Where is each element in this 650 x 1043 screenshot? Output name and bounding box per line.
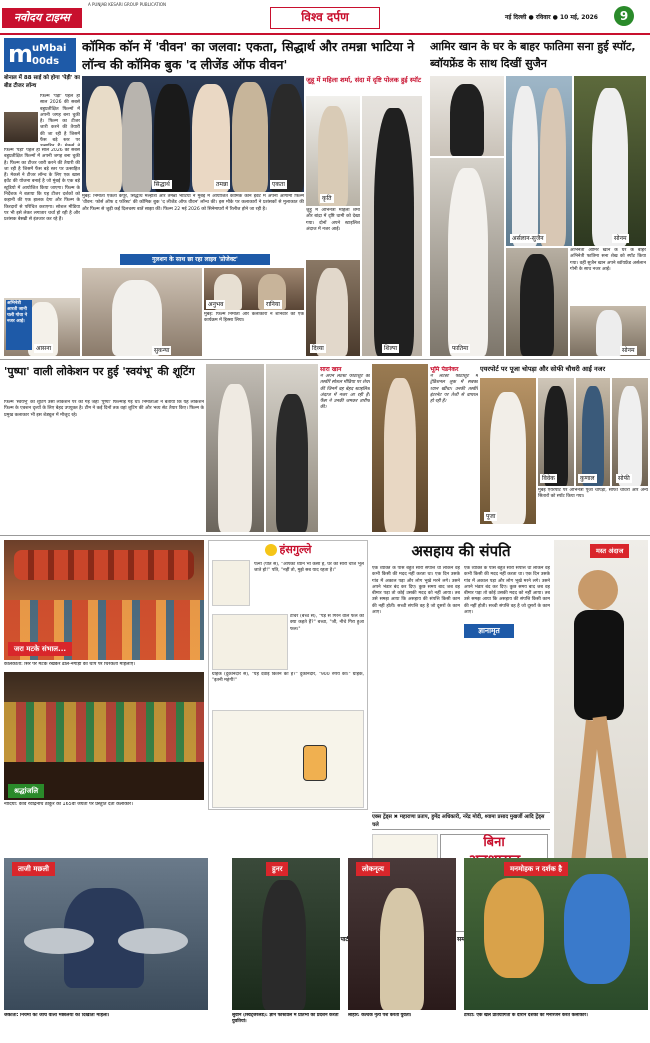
comic-con-caption-2: तमन्ना [216, 181, 228, 188]
comic-con-body: मुंबई: निर्माता एकता कपूर, सिद्धार्थ मल्होत्रा और तमन्ना भाटिया ने मुंबई में आयोजित कॉमिक कॉन इवेंट में अपनी आगामी फिल्म 'वीवन: फोर्स ऑफ द फॉरेस्ट' की कॉमिक बुक 'द लीजेंड ऑफ वीवन' लॉन्च की। इस मौके पर कलाकारों ने प्रशंसकों से मुलाकात की और फिल्म से जुड़ी कई दिलचस्प बातें साझा कीं। फिल्म 22 मई 2026 को सिनेमाघरों में रिलीज होने जा रही है। [82, 194, 304, 212]
shraddhanjali-photo [4, 672, 204, 800]
bottom-tag-4: मनमोहक न दर्शक है [504, 862, 568, 876]
page-number: 9 [614, 6, 634, 26]
juhu-caption-bottom: दिव्या [312, 345, 324, 352]
bottom-caption-2: लुवाने (स्विट्जरलैंड): ज्ञान फेस्टिवल में प्रतिभा का प्रदर्शन करती युवतियां। [232, 1013, 339, 1024]
airport-caption-2: विवेक [542, 475, 555, 482]
kolkata-photo [4, 540, 204, 660]
mumbai-badge-line1: uMbai [32, 43, 67, 54]
bhumi-name: भूमि पेडनेकर [430, 366, 459, 373]
comic-con-sub-body: मुंबई: फिल्म निर्माता और कलाकारों ने शनिवार को एक कार्यक्रम में हिस्सा लिया। [204, 312, 304, 324]
mumbai-photo [4, 298, 80, 356]
comic-con-sub-caption-3: रानिया [266, 301, 280, 308]
airport-body: मुंबई एयरपोर्ट पर अभिनेत्री पूजा चोपड़ा, सोफी चौधरी और अन्य सितारों को स्पॉट किया गया। [538, 488, 648, 500]
divider-2 [0, 535, 650, 536]
airport-photo-1 [480, 378, 536, 524]
bottom-tag-2: हुनर [266, 862, 288, 876]
divider-1 [0, 359, 650, 360]
comic-con-headline: कॉमिक कॉन में 'वीवन' का जलवा: एकता, सिद्धार्थ और तमन्ना भाटिया ने लॉन्च की कॉमिक बुक 'द लीजेंड ऑफ वीवन' [82, 39, 415, 72]
bottom-photo-hunar [232, 858, 340, 1010]
bottom-caption-1: जकार्ता: नियमों की जांच वाली मछलियों को दिखाती महिला। [4, 1013, 110, 1018]
mumbai-body-continued: फिल्म 'पेड़ी' पहले ही साल 2026 की सबसे बहुप्रतीक्षित फिल्मों में अपनी जगह बना चुकी है। फिल्म का टीजर जारी करने की तैयारी की जा रही है जिसमें फैंस बड़े स्तर पर उत्साहित हैं। मेकर्स ने टीजर लॉन्च के लिए एक खास इवेंट की योजना बनाई है जो मुंबई के एक बड़े स्टूडियो में आयोजित किया जाएगा। फिल्म के निर्देशक ने बताया कि यह टीजर दर्शकों को कहानी की एक झलक देगा और फिल्म के किरदारों से परिचित कराएगा। सोशल मीडिया पर भी इसे लेकर लगातार चर्चा हो रही है और प्रशंसक बेसब्री से इंतजार कर रहे हैं। [4, 148, 80, 223]
mumbai-body: फिल्म 'पेड़ी' पहले ही साल 2026 की सबसे बहुप्रतीक्षित फिल्मों में अपनी जगह बना चुकी है। फिल्म का टीजर जारी करने की तैयारी की जा रही है जिसमें फैंस बड़े स्तर पर [40, 94, 80, 144]
juhu-photo-main [362, 96, 422, 356]
juhu-photo-bottom [306, 260, 360, 356]
aamir-caption-4: सोनम [622, 347, 635, 354]
logo-subtitle: A PUNJAB KESARI GROUP PUBLICATION [88, 2, 167, 7]
masthead-rule [0, 33, 650, 35]
aamir-body: अभिनेता आमिर खान के घर के बाहर अभिनेत्री फातिमा सना शेख को स्पॉट किया गया। वहीं सुजैन खान अपने ब्वॉयफ्रेंड अर्सलान गोनी के साथ नजर आईं। [570, 248, 646, 272]
pushpa-photo [206, 364, 264, 532]
masthead [0, 0, 650, 34]
aamir-photo-4 [430, 158, 504, 356]
mast-title: मस्त अंदाज [590, 544, 629, 558]
sara-name: सारा खान [320, 366, 342, 373]
bottom-tag-3: लोकनृत्य [356, 862, 390, 876]
mumbai-headline: बोनाल में 88 साई को होगा 'पेड़ी' का बीड टीजर लॉन्च [4, 75, 80, 89]
pushpa-body: फिल्म 'स्वयंभू' की शूटिंग उसी लोकेशन पर की गई जहां 'पुष्पा' फिल्माई गई थी। निर्माताओं ने बताया कि यह लोकेशन फिल्म के एक्शन दृश्यों के लिए बेहद उपयुक्त है। टीम ने कई दिनों तक वहां शूटिंग की और भव्य सेट तैयार किए। फिल्म के प्रमुख कलाकार भी इस शेड्यूल में मौजूद रहे। [4, 400, 204, 418]
bhumi-body: ने लेटेस्ट फोटोशूट में ट्रेडिशनल लुक में सबका ध्यान खींचा। उनकी तस्वीरें इंटरनेट पर तेजी से वायरल हो रही हैं। [430, 374, 478, 405]
bottom-photo-dance [348, 858, 456, 1010]
humor-cartoon-1 [212, 560, 250, 606]
aamir-photo-1 [430, 76, 504, 156]
section-title: विश्व दर्पण [270, 7, 380, 29]
dateline: नई दिल्ली ● रविवार ● 10 मई, 2026 [505, 14, 598, 21]
sara-photo-2 [372, 364, 428, 532]
aamir-photo-6 [570, 306, 646, 356]
airport-caption-1: पूजा [486, 513, 496, 520]
comic-con-sub-caption-1: सुकन्या [154, 347, 170, 354]
comic-con-sub-photo-left [82, 268, 202, 356]
mumbai-inset: अभिनेत्री आरती जानी चली गोवा ने नजर आई। [6, 300, 32, 350]
aamir-photo-3 [574, 76, 646, 246]
aamir-caption-2: सोनम [614, 235, 627, 242]
property-label: ज्ञानामृत [464, 624, 514, 638]
airport-caption-4: सोफी [618, 475, 630, 482]
airport-photo-3 [576, 378, 610, 486]
comic-con-sub-photo-mid [204, 268, 304, 310]
pushpa-headline: 'पुष्पा' वाली लोकेशन पर हुई 'स्वयंभू' की शूटिंग [4, 365, 195, 378]
property-body: एक व्यक्ति के पास बहुत सारी संपत्ति थी लेकिन वह कभी किसी की मदद नहीं करता था। एक दिन उसके गांव में अकाल पड़ा और लोग भूखे मरने लगे। उसने अपने भंडार बंद कर दिए। कुछ समय बाद जब वह बीमार पड़ा तो कोई उसकी मदद को नहीं आया। तब उसे समझ आया कि असहाय की संपत्ति किसी काम की नहीं होती। सच्ची संपत्ति वह है जो दूसरों के काम आए। [372, 566, 460, 616]
bottom-caption-3: लाहौर: कत्थक नृत्य पेश करती युवती। [348, 1013, 412, 1018]
humor-joke-2: टीचर (बच्चे से), "पेड़ से गिरने वाले फल को क्या कहते हैं?" बच्चा, "जी, नीचे गिरा हुआ फल।" [290, 614, 364, 632]
airport-caption-3: कुणाल [580, 475, 595, 482]
property-body-2: एक व्यक्ति के पास बहुत सारी संपत्ति थी लेकिन वह कभी किसी की मदद नहीं करता था। एक दिन उसके गांव में अकाल पड़ा और लोग भूखे मरने लगे। उसने अपने भंडार बंद कर दिए। कुछ समय बाद जब वह बीमार पड़ा तो कोई उसकी मदद को नहीं आया। तब उसे समझ आया कि असहाय की संपत्ति किसी काम की नहीं होती। सच्ची संपत्ति वह है जो दूसरों के काम आए। [464, 566, 550, 616]
airport-photo-4 [612, 378, 648, 486]
humor-joke-3: ग्राहक (दुकानदार से), "यह दवाई कितने की है?" दुकानदार, "900 रुपये की।" ग्राहक, "इतनी महंगी!" [212, 672, 364, 684]
mumbai-badge-line2: 00ds [32, 56, 60, 67]
humor-cartoon-2 [212, 614, 288, 670]
cartoon-caption: पार्टी [340, 936, 350, 943]
juhu-headline: जुहू में महिला शर्मा, संदा में दृष्टि पोलक हुई स्पॉट [306, 76, 422, 84]
aamir-caption-3: फातिमा [452, 345, 469, 352]
kolkata-tag: जरा मटके संभाल... [8, 642, 72, 656]
juhu-caption-main: शिल्पा [384, 345, 398, 352]
comic-con-photos [82, 76, 304, 192]
bottom-tag-1: ताजी मछली [12, 862, 55, 876]
kolkata-caption: कोलकाता: सिर पर मटके रखकर ढोल-नगाड़ों की थाप पर थिरकतीं महिलाएं। [4, 662, 136, 667]
smiley-icon [265, 544, 277, 556]
aamir-caption-1: अर्सलान-सुजैन [512, 235, 544, 242]
bottom-photo-carnival [464, 858, 648, 1010]
airport-photo-2 [538, 378, 574, 486]
juhu-body: जुहू में अभिनेत्री महिला शर्मा और बांद्रा में दृष्टि धामी को देखा गया। दोनों अपने स्टाइलिश अंदाज में नजर आईं। [306, 208, 360, 232]
sara-photo [266, 364, 318, 532]
mumbai-photo-caption: आसना [36, 345, 52, 352]
political-cartoon [212, 710, 364, 808]
bottom-caption-4: टोरंटो: एक खेल प्रतियोगिता के दौरान दर्शकों का मनोरंजन करते कलाकार। [464, 1013, 588, 1018]
discipline-line1: बिना [483, 835, 505, 850]
bottom-photo-fish [4, 858, 208, 1010]
newspaper-logo: नवोदय टाइम्स [2, 8, 82, 28]
comic-con-caption-3: एकता [272, 181, 285, 188]
aamir-photo-5 [506, 248, 568, 356]
airport-headline: एयरपोर्ट पर पूजा चोपड़ा और सोफी चौधरी आईं नजर [480, 365, 606, 373]
juhu-caption-top: कृति [322, 195, 332, 202]
trends-bar: एक्स ट्रेंड्स ✖ महाराणा प्रताप, हुमेंद्र अधिकारी, नरेंद्र मोदी, श्यामा प्रसाद मुखर्जी आदि ट्रेंड्स चले [372, 812, 550, 830]
comic-con-caption-1: सिद्धार्थ [154, 181, 170, 188]
mumbai-badge-letter: m [8, 40, 34, 68]
shraddhanjali-caption: नादिया: कवि रवींद्रनाथ ठाकुर की 165वीं जयंती पर प्रस्तुति देतीं कलाकार। [4, 802, 133, 807]
aamir-photo-2 [506, 76, 572, 246]
comic-con-sub-headline: गुलशन के साथ छा रहा लाइव 'प्रोजेक्ट' [120, 254, 270, 265]
shraddhanjali-tag: श्रद्धांजलि [8, 784, 44, 798]
juhu-photo-top [306, 96, 360, 206]
aamir-headline: आमिर खान के घर के बाहर फातिमा सना हुई स्पॉट, ब्वॉयफ्रेंड के साथ दिखीं सुजैन [430, 40, 636, 70]
property-headline: असहाय की संपति [411, 542, 511, 560]
humor-joke-1: पत्नी (पति से), "आपका ध्यान भी कैसा है, घर की सारी चीजें भूल जाते हो!" पति, "नहीं तो, मुझे सब याद रहता है।" [254, 562, 364, 574]
humor-title: हंसगुल्ले [212, 542, 364, 558]
comic-con-sub-caption-2: अनुभव [208, 301, 224, 308]
mumbai-badge [4, 38, 76, 72]
sara-body: ने अपने लेटेस्ट फोटोशूट की तस्वीरें सोशल मीडिया पर शेयर कीं जिनमें वह बेहद स्टाइलिश अंदाज में नजर आ रही हैं। फैंस ने उनकी जमकर तारीफ की। [320, 374, 370, 411]
mumbai-inline-photo [4, 112, 38, 142]
